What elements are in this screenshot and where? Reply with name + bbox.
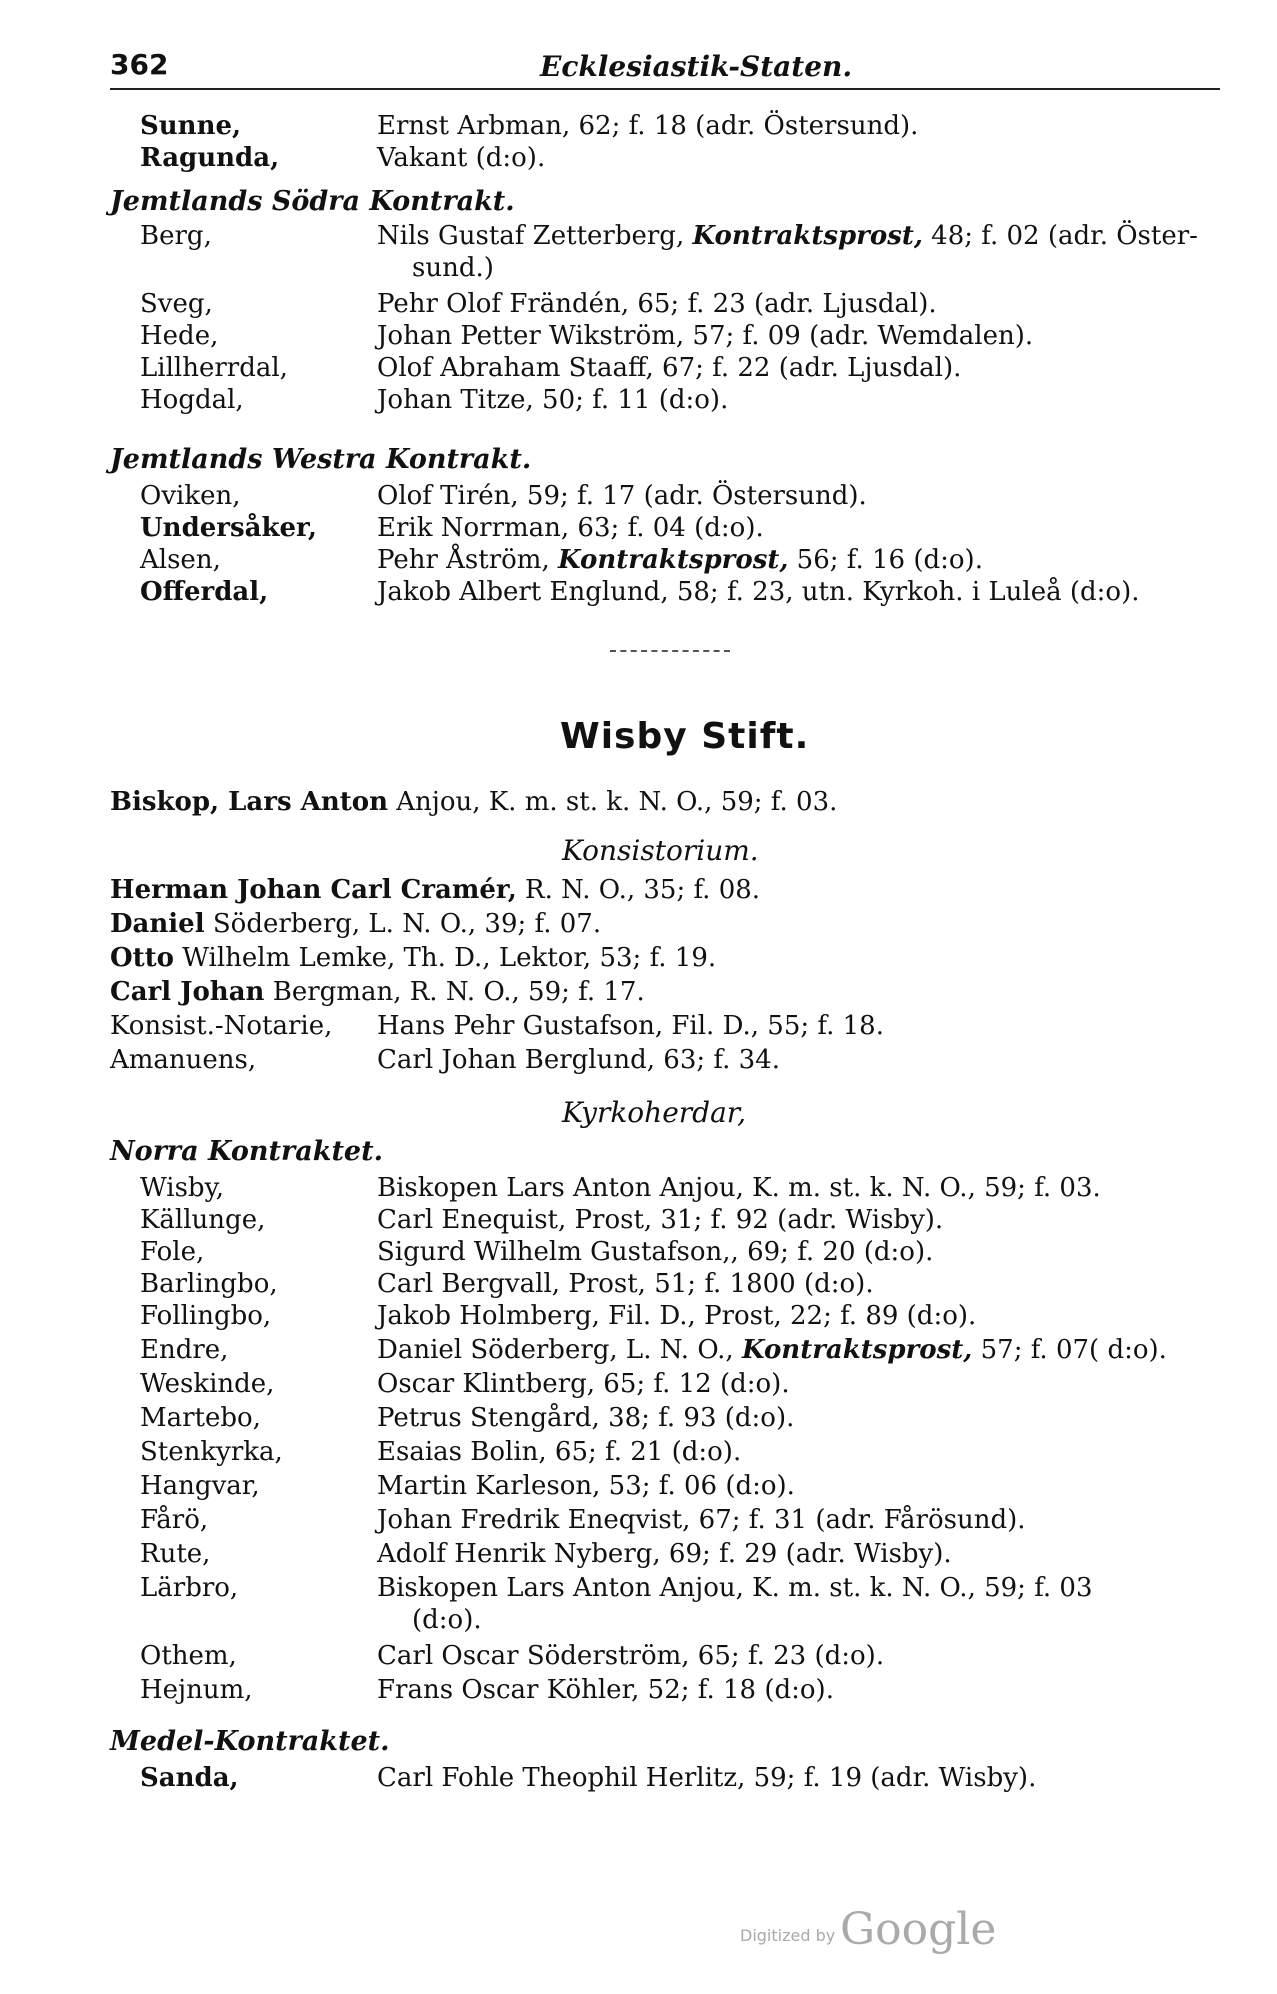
parish-name: Ragunda, (140, 143, 280, 173)
list-item: Herman Johan Carl Cramér, R. N. O., 35; f. 08. (110, 875, 761, 905)
parish-name: Weskinde, (140, 1369, 275, 1399)
entry-text: Pehr Åström, Kontraktsprost, 56; f. 16 (d:o). (377, 545, 983, 575)
entry-text: Johan Fredrik Eneqvist, 67; f. 31 (adr. Fårösund). (377, 1505, 1026, 1535)
role-label: Amanuens, (110, 1045, 257, 1075)
parish-name: Undersåker, (140, 513, 317, 543)
section-heading: Jemtlands Westra Kontrakt. (110, 444, 532, 475)
watermark-logo-text: Google (840, 1904, 997, 1955)
parish-name: Wisby, (140, 1173, 225, 1203)
entry-text: Ernst Arbman, 62; f. 18 (adr. Östersund). (377, 111, 919, 141)
entry-text: Biskopen Lars Anton Anjou, K. m. st. k. N. O., 59; f. 03 (377, 1573, 1093, 1603)
entry-continuation: sund.) (412, 253, 494, 283)
konsistorium-heading: Konsistorium. (562, 834, 759, 867)
list-item: Daniel Söderberg, L. N. O., 39; f. 07. (110, 909, 602, 939)
entry-text: Carl Enequist, Prost, 31; f. 92 (adr. Wisby). (377, 1205, 944, 1235)
parish-name: Källunge, (140, 1205, 266, 1235)
parish-name: Hejnum, (140, 1675, 253, 1705)
parish-name: Fole, (140, 1237, 205, 1267)
diocese-title: Wisby Stift. (560, 716, 810, 757)
watermark-small-text: Digitized by (740, 1926, 836, 1945)
entry-text: Esaias Bolin, 65; f. 21 (d:o). (377, 1437, 742, 1467)
parish-name: Barlingbo, (140, 1269, 278, 1299)
section-heading: Medel-Kontraktet. (110, 1726, 390, 1757)
entry-text: Johan Titze, 50; f. 11 (d:o). (377, 385, 729, 415)
entry-text: Vakant (d:o). (377, 143, 546, 173)
entry-text: Sigurd Wilhelm Gustafson,, 69; f. 20 (d:o). (377, 1237, 934, 1267)
entry-text: Olof Abraham Staaff, 67; f. 22 (adr. Ljusdal). (377, 353, 962, 383)
entry-text: Olof Tirén, 59; f. 17 (adr. Östersund). (377, 481, 867, 511)
entry-text: Erik Norrman, 63; f. 04 (d:o). (377, 513, 764, 543)
google-watermark (740, 1904, 1000, 1954)
entry-text: Hans Pehr Gustafson, Fil. D., 55; f. 18. (377, 1011, 884, 1041)
parish-name: Hede, (140, 321, 219, 351)
list-item: Otto Wilhelm Lemke, Th. D., Lektor, 53; f. 19. (110, 943, 717, 973)
entry-text: Johan Petter Wikström, 57; f. 09 (adr. Wemdalen). (377, 321, 1034, 351)
section-divider (610, 650, 730, 652)
entry-text: Carl Bergvall, Prost, 51; f. 1800 (d:o). (377, 1269, 874, 1299)
bishop-line: Biskop, Lars Anton Anjou, K. m. st. k. N. O., 59; f. 03. (110, 787, 838, 817)
entry-text: Carl Fohle Theophil Herlitz, 59; f. 19 (adr. Wisby). (377, 1763, 1037, 1793)
entry-text: Oscar Klintberg, 65; f. 12 (d:o). (377, 1369, 790, 1399)
entry-text: Carl Oscar Söderström, 65; f. 23 (d:o). (377, 1641, 885, 1671)
role-label: Konsist.-Notarie, (110, 1011, 333, 1041)
running-title: Ecklesiastik-Staten. (540, 50, 853, 83)
section-heading: Jemtlands Södra Kontrakt. (110, 186, 515, 217)
parish-name: Rute, (140, 1539, 211, 1569)
parish-name: Hogdal, (140, 385, 244, 415)
page-header (110, 48, 1220, 94)
entry-text: Martin Karleson, 53; f. 06 (d:o). (377, 1471, 795, 1501)
parish-name: Alsen, (140, 545, 221, 575)
parish-name: Offerdal, (140, 577, 269, 607)
section-heading: Norra Kontraktet. (110, 1136, 383, 1167)
entry-text: Nils Gustaf Zetterberg, Kontraktsprost, 48; f. 02 (adr. Öster- (377, 221, 1198, 251)
parish-name: Oviken, (140, 481, 241, 511)
kyrkoherdar-heading: Kyrkoherdar, (562, 1096, 746, 1129)
parish-name: Sanda, (140, 1763, 239, 1793)
entry-text: Adolf Henrik Nyberg, 69; f. 29 (adr. Wisby). (377, 1539, 952, 1569)
entry-text: Biskopen Lars Anton Anjou, K. m. st. k. N. O., 59; f. 03. (377, 1173, 1101, 1203)
entry-text: Daniel Söderberg, L. N. O., Kontraktsprost, 57; f. 07( d:o). (377, 1335, 1167, 1365)
entry-continuation: (d:o). (412, 1605, 482, 1635)
parish-name: Fårö, (140, 1505, 209, 1535)
entry-text: Pehr Olof Frändén, 65; f. 23 (adr. Ljusdal). (377, 289, 937, 319)
list-item: Carl Johan Bergman, R. N. O., 59; f. 17. (110, 977, 645, 1007)
entry-text: Carl Johan Berglund, 63; f. 34. (377, 1045, 780, 1075)
parish-name: Stenkyrka, (140, 1437, 283, 1467)
parish-name: Berg, (140, 221, 212, 251)
parish-name: Sunne, (140, 111, 242, 141)
parish-name: Hangvar, (140, 1471, 260, 1501)
entry-text: Petrus Stengård, 38; f. 93 (d:o). (377, 1403, 795, 1433)
parish-name: Othem, (140, 1641, 237, 1671)
parish-name: Endre, (140, 1335, 229, 1365)
parish-name: Sveg, (140, 289, 213, 319)
header-rule (110, 88, 1220, 90)
parish-name: Lillherrdal, (140, 353, 288, 383)
page-number: 362 (110, 48, 169, 81)
parish-name: Martebo, (140, 1403, 261, 1433)
entry-text: Jakob Holmberg, Fil. D., Prost, 22; f. 89 (d:o). (377, 1301, 977, 1331)
entry-text: Jakob Albert Englund, 58; f. 23, utn. Kyrkoh. i Luleå (d:o). (377, 577, 1140, 607)
parish-name: Lärbro, (140, 1573, 239, 1603)
entry-text: Frans Oscar Köhler, 52; f. 18 (d:o). (377, 1675, 834, 1705)
parish-name: Follingbo, (140, 1301, 272, 1331)
